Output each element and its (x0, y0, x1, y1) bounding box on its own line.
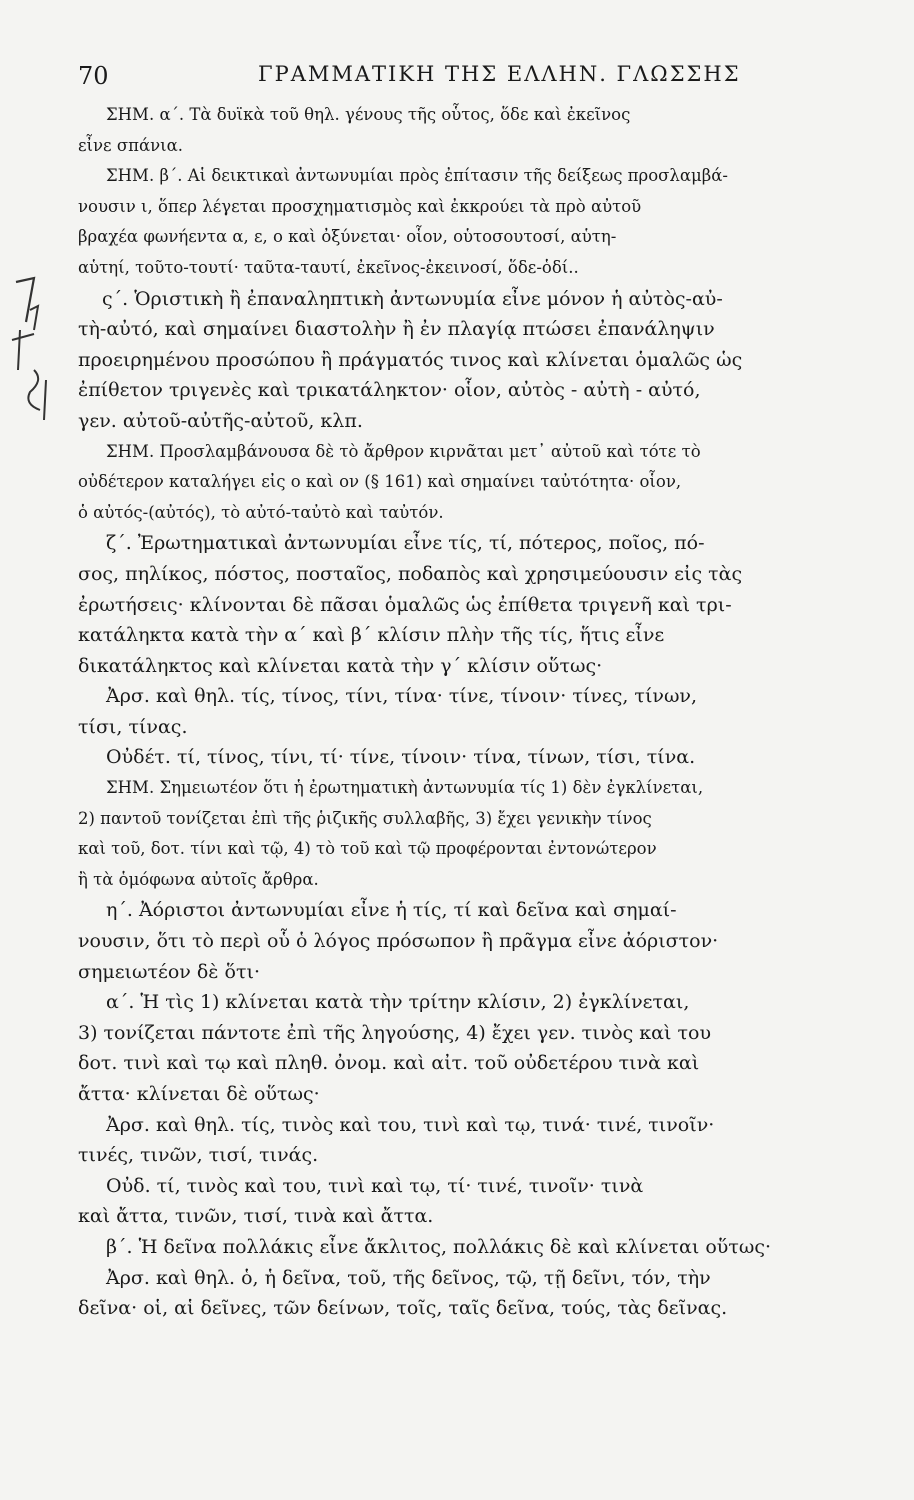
text-line: τίσι, τίνας. (78, 715, 188, 738)
text-line: νουσιν ι, ὅπερ λέγεται προσχηματισμὸς καὶ ἐκκρούει τὰ πρὸ αὐτοῦ (78, 196, 642, 216)
running-title: ΓΡΑΜΜΑΤΙΚΗ ΤΗΣ ΕΛΛΗΝ. ΓΛΩΣΣΗΣ (258, 62, 741, 86)
text-line: Οὐδέτ. τί, τίνος, τίνι, τί· τίνε, τίνοιν· τίνα, τίνων, τίσι, τίνα. (106, 746, 696, 769)
text-line: α΄. Ἡ τὶς 1) κλίνεται κατὰ τὴν τρίτην κλίσιν, 2) ἐγκλίνεται, (106, 991, 690, 1014)
text-line: αὑτηί, τοῦτο-τουτί· ταῦτα-ταυτί, ἐκεῖνος-ἐκεινοσί, ὅδε-ὁδί.. (78, 257, 579, 277)
page-header (78, 62, 838, 96)
page-number: 70 (78, 62, 109, 90)
page-body (78, 100, 840, 1324)
text-line: ΣΗΜ. Σημειωτέον ὅτι ἡ ἐρωτηματικὴ ἀντωνυμία τίς 1) δὲν ἐγκλίνεται, (106, 778, 704, 798)
text-line: καὶ ἄττα, τινῶν, τισί, τινὰ καὶ ἄττα. (78, 1205, 434, 1228)
text-line: β΄. Ἡ δεῖνα πολλάκις εἶνε ἄκλιτος, πολλάκις δὲ καὶ κλίνεται οὕτως· (106, 1235, 772, 1258)
text-line: δικατάληκτος καὶ κλίνεται κατὰ τὴν γ΄ κλίσιν οὕτως· (78, 654, 603, 677)
text-line: Ἀρσ. καὶ θηλ. τίς, τίνος, τίνι, τίνα· τίνε, τίνοιν· τίνες, τίνων, (106, 685, 698, 708)
text-line: ΣΗΜ. Προσλαμβάνουσα δὲ τὸ ἄρθρον κιρνᾶται μετ᾽ αὐτοῦ καὶ τότε τὸ (106, 441, 701, 461)
text-line: ἐπίθετον τριγενὲς καὶ τρικατάληκτον· οἷον, αὐτὸς - αὐτὴ - αὐτό, (78, 379, 701, 402)
text-line: Ἀρσ. καὶ θηλ. ὁ, ἡ δεῖνα, τοῦ, τῆς δεῖνος, τῷ, τῇ δεῖνι, τόν, τὴν (106, 1266, 711, 1289)
text-line: 3) τονίζεται πάντοτε ἐπὶ τῆς ληγούσης, 4) ἔχει γεν. τινὸς καὶ του (78, 1021, 712, 1044)
text-line: ΣΗΜ. α΄. Τὰ δυϊκὰ τοῦ θηλ. γένους τῆς οὗτος, ὅδε καὶ ἐκεῖνος (106, 105, 631, 124)
text-line: τὴ-αὐτό, καὶ σημαίνει διαστολὴν ἢ ἐν πλαγίᾳ πτώσει ἐπανάληψιν (78, 318, 715, 341)
text-line: ἢ τὰ ὁμόφωνα αὐτοῖς ἄρθρα. (78, 869, 319, 889)
text-line: γεν. αὐτοῦ-αὐτῆς-αὐτοῦ, κλπ. (78, 409, 363, 432)
handwritten-margin-mark-icon (4, 270, 64, 430)
text-line: σος, πηλίκος, πόστος, ποσταῖος, ποδαπὸς καὶ χρησιμεύουσιν εἰς τὰς (78, 562, 743, 585)
text-line: η΄. Ἀόριστοι ἀντωνυμίαι εἶνε ἡ τίς, τί καὶ δεῖνα καὶ σημαί- (106, 899, 677, 922)
text-line: βραχέα φωνήεντα α, ε, ο καὶ ὀξύνεται· οἷον, οὑτοσουτοσί, αὑτη- (78, 227, 617, 247)
text-line: ς΄. Ὁριστικὴ ἢ ἐπαναληπτικὴ ἀντωνυμία εἶνε μόνον ἡ αὐτὸς-αὐ- (102, 287, 723, 310)
text-line: νουσιν, ὅτι τὸ περὶ οὗ ὁ λόγος πρόσωπον ἢ πρᾶγμα εἶνε ἀόριστον· (78, 930, 719, 953)
text-line: ὁ αὐτός-(αὐτός), τὸ αὐτό-ταὐτὸ καὶ ταὐτόν. (78, 502, 444, 522)
text-line: δοτ. τινὶ καὶ τῳ καὶ πληθ. ὀνομ. καὶ αἰτ. τοῦ οὐδετέρου τινὰ καὶ (78, 1052, 700, 1075)
text-line: καὶ τοῦ, δοτ. τίνι καὶ τῷ, 4) τὸ τοῦ καὶ τῷ προφέρονται ἐντονώτερον (78, 839, 657, 859)
text-line: ἄττα· κλίνεται δὲ οὕτως· (78, 1083, 320, 1105)
text-line: δεῖνα· οἱ, αἱ δεῖνες, τῶν δείνων, τοῖς, ταῖς δεῖνα, τούς, τὰς δεῖνας. (78, 1297, 728, 1320)
text-line: προειρημένου προσώπου ἢ πράγματός τινος καὶ κλίνεται ὁμαλῶς ὡς (78, 348, 743, 371)
text-line: ἐρωτήσεις· κλίνονται δὲ πᾶσαι ὁμαλῶς ὡς ἐπίθετα τριγενῆ καὶ τρι- (78, 593, 732, 616)
text-line: Οὐδ. τί, τινὸς καὶ του, τινὶ καὶ τῳ, τί· τινέ, τινοῖν· τινὰ (106, 1174, 644, 1197)
text-line: ΣΗΜ. β΄. Αἱ δεικτικαὶ ἀντωνυμίαι πρὸς ἐπίτασιν τῆς δείξεως προσλαμβά- (106, 166, 729, 186)
text-line: τινές, τινῶν, τισί, τινάς. (78, 1144, 319, 1167)
text-line: εἶνε σπάνια. (78, 135, 183, 155)
text-line: 2) παντοῦ τονίζεται ἐπὶ τῆς ῥιζικῆς συλλαβῆς, 3) ἔχει γενικὴν τίνος (78, 808, 652, 828)
text-line: Ἀρσ. καὶ θηλ. τίς, τινὸς καὶ του, τινὶ καὶ τῳ, τινά· τινέ, τινοῖν· (106, 1113, 715, 1136)
text-line: ζ΄. Ἐρωτηματικαὶ ἀντωνυμίαι εἶνε τίς, τί, πότερος, ποῖος, πό- (106, 532, 705, 555)
text-line: σημειωτέον δὲ ὅτι· (78, 960, 260, 983)
text-line: κατάληκτα κατὰ τὴν α΄ καὶ β΄ κλίσιν πλὴν τῆς τίς, ἥτις εἶνε (78, 624, 665, 647)
text-line: οὐδέτερον καταλήγει εἰς ο καὶ ον (§ 161) καὶ σημαίνει ταὐτότητα· οἷον, (78, 472, 682, 492)
